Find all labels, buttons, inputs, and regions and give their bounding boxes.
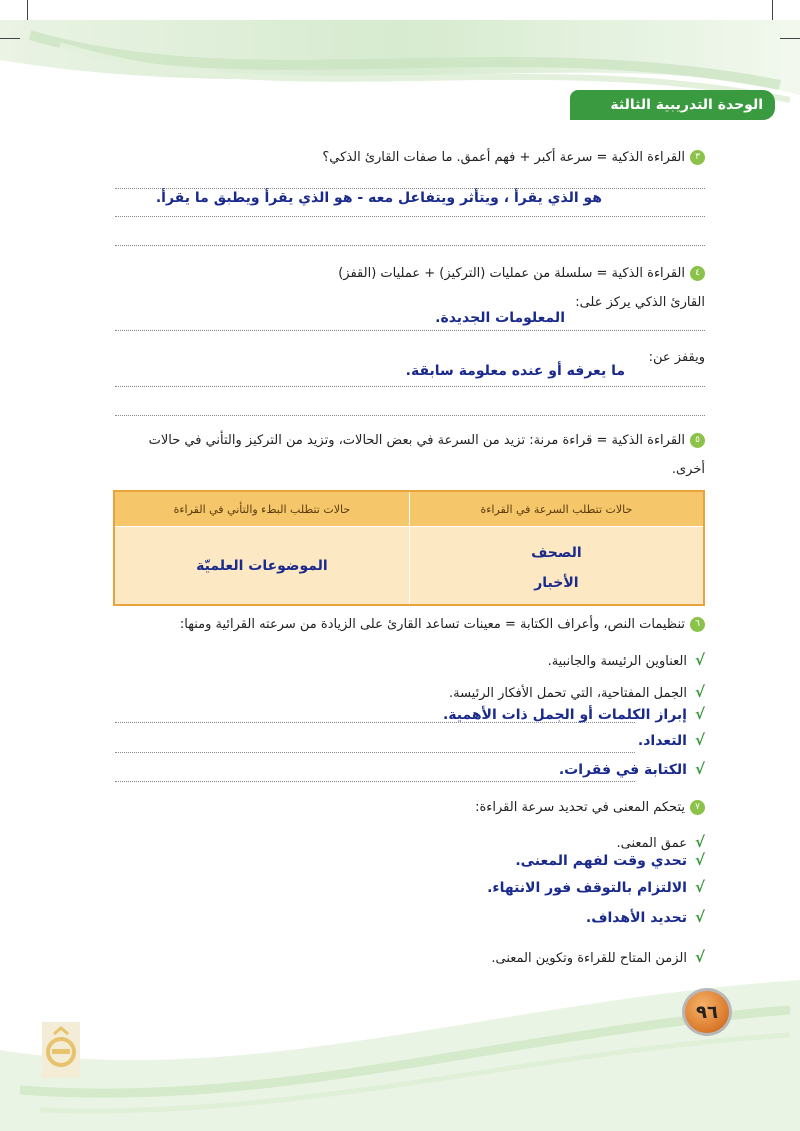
question-7 [475,800,705,815]
check-icon: √ [694,760,705,778]
check-icon: √ [694,683,705,701]
reading-speed-table [113,490,705,606]
crop-mark [780,38,800,39]
question-number-3: ٣ [690,150,705,165]
list-item: √العناوين الرئيسة والجانبية. [547,651,705,669]
fast-item: الأخبار [534,574,579,591]
answer-line [115,415,705,416]
question-3 [322,150,705,165]
q6-answer: الكتابة في فقرات. [558,762,687,778]
table-header-slow: حالات تتطلب البطء والتأني في القراءة [114,491,409,527]
question-7-text: يتحكم المعنى في تحديد سرعة القراءة: [475,800,685,815]
check-icon: √ [694,833,705,851]
q6-answer: التعداد. [637,733,687,749]
check-icon: √ [694,948,705,966]
crop-mark [27,0,28,20]
publisher-logo-icon [42,1022,80,1078]
footer-wave-decoration [0,940,800,1131]
question-6 [180,617,705,632]
list-item: √الجمل المفتاحية، التي تحمل الأفكار الرئيسة. [448,683,705,701]
question-4 [338,266,705,281]
q7-answer: تحدي وقت لفهم المعنى. [515,853,687,869]
q7-answer: الالتزام بالتوقف فور الانتهاء. [487,880,687,896]
unit-title-tab [570,90,775,120]
question-5-line1: القراءة الذكية = قراءة مرنة: تزيد من السرعة في بعض الحالات، وتزيد من التركيز والتأني في حالات [148,433,685,448]
page-number-badge [682,988,732,1036]
list-item [586,908,705,926]
check-icon: √ [694,651,705,669]
answer-line [115,781,635,782]
question-3-text: القراءة الذكية = سرعة أكبر + فهم أعمق. ما صفات القارئ الذكي؟ [322,150,685,165]
question-3-answer: هو الذي يقرأ ، ويتأثر ويتفاعل معه - هو الذي يقرأ ويطبق ما يقرأ. [155,190,602,206]
q6-answer: إبراز الكلمات أو الجمل ذات الأهمية. [442,707,687,723]
focus-answer: المعلومات الجديدة. [435,310,565,326]
q7-answer: تحديد الأهداف. [585,910,687,926]
unit-title: الوحدة التدريبية الثالثة [610,97,763,113]
question-5-line2: أخرى. [671,462,705,477]
list-item: √الزمن المتاح للقراءة وتكوين المعنى. [491,948,705,966]
list-item [487,878,705,896]
question-4-text: القراءة الذكية = سلسلة من عمليات (التركيز) + عمليات (القفز) [338,266,685,281]
fast-item: الصحف [531,544,582,561]
question-5 [149,433,705,448]
answer-line [115,752,635,753]
answer-line [115,386,705,387]
check-icon: √ [694,705,705,723]
answer-line [115,188,705,189]
focus-label: القارئ الذكي يركز على: [575,295,705,310]
table-cell-fast [409,527,704,606]
check-icon: √ [694,731,705,749]
question-number-7: ٧ [690,800,705,815]
page-number: ٩٦ [696,1001,718,1023]
check-icon: √ [694,908,705,926]
crop-mark [772,0,773,20]
list-item [559,760,705,778]
skip-label: ويقفز عن: [648,350,705,365]
list-item [515,851,705,869]
question-number-5: ٥ [690,433,705,448]
question-6-text: تنظيمات النص، وأعراف الكتابة = معينات تساعد القارئ على الزيادة من سرعته القرائية ومنها: [179,617,685,632]
table-header-fast: حالات تتطلب السرعة في القراءة [409,491,704,527]
answer-line [115,216,705,217]
skip-answer: ما يعرفه أو عنده معلومة سابقة. [405,363,625,379]
list-item [638,731,705,749]
crop-mark [0,38,20,39]
check-icon: √ [694,878,705,896]
answer-line [115,245,705,246]
list-item: √عمق المعنى. [616,833,705,851]
check-icon: √ [694,851,705,869]
question-number-6: ٦ [690,617,705,632]
question-number-4: ٤ [690,266,705,281]
answer-line [115,330,705,331]
list-item [443,705,705,723]
table-cell-slow: الموضوعات العلميّة [114,527,409,606]
